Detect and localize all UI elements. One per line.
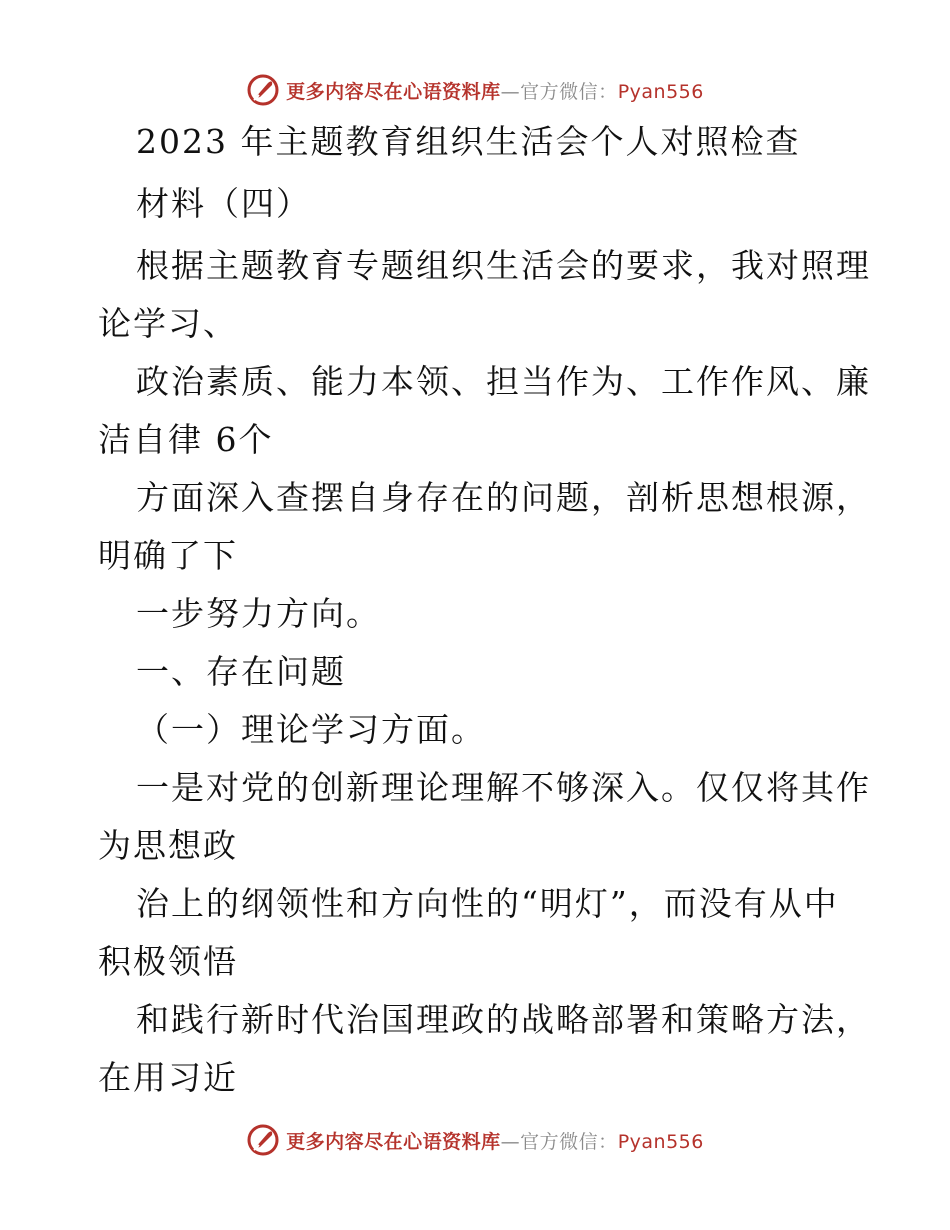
banner-site-name: 更多内容尽在心语资料库 [286,1130,501,1153]
banner-site-name: 更多内容尽在心语资料库 [286,80,501,103]
banner-wechat-handle: Pyan556 [617,1130,704,1153]
doc-line: 洁自律 6个 [98,420,274,459]
doc-line: 根据主题教育专题组织生活会的要求，我对照理 [136,246,871,285]
doc-line: 和践行新时代治国理政的战略部署和策略方法， [136,1000,871,1039]
banner-dash: — [500,80,521,103]
doc-line: 在用习近 [98,1058,238,1097]
section-heading: 一、存在问题 [136,652,346,691]
doc-line: 明确了下 [98,536,238,575]
header-banner [0,70,950,110]
footer-banner [0,1120,950,1160]
doc-line: 治上的纲领性和方向性的“明灯”，而没有从中 [136,884,839,923]
banner-wechat-label: 官方微信： [520,80,618,103]
doc-line: 一步努力方向。 [136,594,381,633]
subsection-heading: （一）理论学习方面。 [136,710,486,749]
feather-pen-logo-icon [246,1123,280,1157]
doc-line: 政治素质、能力本领、担当作为、工作作风、廉 [136,362,871,401]
banner-wechat-label: 官方微信： [520,1130,618,1153]
doc-title-line-2: 材料（四） [136,184,311,223]
doc-line: 一是对党的创新理论理解不够深入。仅仅将其作 [136,768,871,807]
doc-title-line-1: 2023 年主题教育组织生活会个人对照检查 [136,122,801,161]
feather-pen-logo-icon [246,73,280,107]
banner-dash: — [500,1130,521,1153]
banner-text [286,1127,704,1154]
doc-line: 为思想政 [98,826,238,865]
doc-line: 方面深入查摆自身存在的问题，剖析思想根源， [136,478,871,517]
banner-text [286,77,704,104]
doc-line: 积极领悟 [98,942,238,981]
doc-line: 论学习、 [98,304,238,343]
banner-wechat-handle: Pyan556 [617,80,704,103]
